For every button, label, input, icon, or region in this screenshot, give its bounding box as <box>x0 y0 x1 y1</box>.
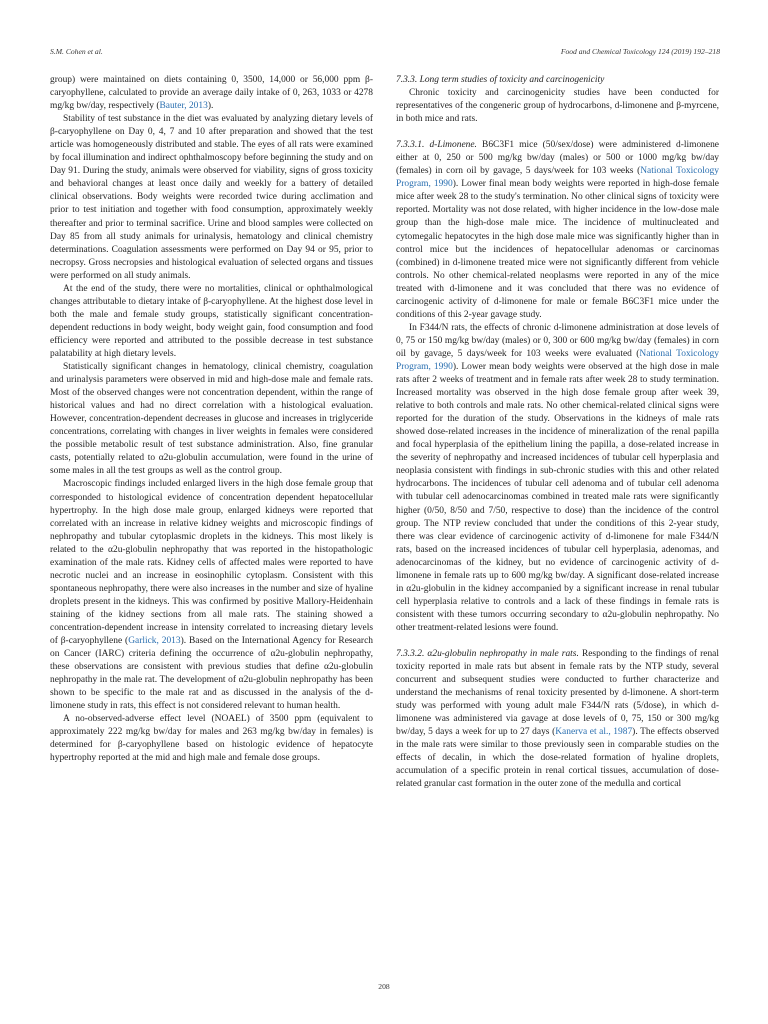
subsection-heading-d-limonene: 7.3.3.1. d-Limonene. <box>396 140 477 151</box>
paragraph-limonene-rats: In F344/N rats, the effects of chronic d-limonene administration at dose levels of 0, 75 or 150 mg/kg bw/day (males) or 0, 300 or 600 mg/kg bw/day (females) in corn oil by gavage, 5 days/week for 103 weeks were evaluated (National Toxicology Program, 1990). Lower mean body weights were observed at the high dose in male rats after 2 weeks of treatment and in female rats after week 28 to study termination. Increased mortality was observed in the high dose female group after week 39, relative to both controls and male rats. No other chemical-related clinical signs were reported for the duration of the study. Observations in the kidneys of male rats showed dose-related increases in the incidence of mineralization of the renal papilla and focal hyperplasia of the epithelium lining the papilla, a dose-related increase in the severity of nephropathy and increased incidences of tubular cell hyperplasia and neoplasia consistent with findings in sub-chronic studies with this and other related hydrocarbons. The incidences of tubular cell adenoma and of tubular cell adenoma with tubular cell adenocarcinomas combined in treated male rats were significantly higher (0/50, 8/50 and 7/50, respective to dose) than the incidence of the control group. The NTP review concluded that under the conditions of this 2-year study, there was clear evidence of carcinogenic activity of d-limonene for male F344/N rats, based on the increased incidences of tubular cell hyperplasia, adenomas, and adenocarcinomas of the kidney, but no evidence of carcinogenic activity of d-limonene in female rats up to 600 mg/kg bw/day. A significant dose-related increase in α2u-globulin in the kidney accompanied by a significant increase in renal tubular cell hyperplasia relative to controls and a lack of these findings in female rats is consistent with these tumors occurring secondary to α2u-globulin nephropathy. No other treatment-related lesions were found. <box>396 322 719 633</box>
spacer <box>396 635 719 648</box>
paragraph-limonene-mice: 7.3.3.1. d-Limonene. B6C3F1 mice (50/sex/dose) were administered d-limonene either at 0, 250 or 500 mg/kg bw/day (males) or 500 or 1000 mg/kg bw/day (females) in corn oil by gavage, 5 days/week for 103 weeks (National Toxicology Program, 1990). Lower final mean body weights were reported in high-dose female mice after week 28 to the study's termination. No other clinical signs of toxicity were reported. Mortality was not dose related, with higher incidence in the low-dose male group than the high-dose male mice. The incidence of multinucleated and cytomegalic hepatocytes in the high dose male mice was significantly higher than in control mice but the incidences of hepatocellular adenomas or carcinomas (combined) in d-limonene treated mice were not significantly different from vehicle controls. No other chemical-related neoplasms were reported in any of the mice treated with d-limonene and it was concluded that there was no evidence of carcinogenic activity of d-limonene for male or female B6C3F1 mice under the conditions of this 2-year gavage study. <box>396 140 719 320</box>
paragraph-hematology: Statistically significant changes in hematology, clinical chemistry, coagulation and urinalysis parameters were observed in mid and high-dose male and female rats. Most of the observed changes were not concentration dependent, within the range of historical values and had no direct correlation with a histological evaluation. However, concentration-dependent decreases in glucose and increases in triglyceride concentrations, correlating with changes in liver weights in females were considered the possible metabolic result of test substance administration. Also, fine granular casts, potentially related to α2u-globulin accumulation, were found in the urine of some males in all the test groups as well as the control group. <box>50 362 373 477</box>
left-column <box>50 74 373 765</box>
citation-ntp-1990-a[interactable]: National Toxicology Program, 1990 <box>396 166 719 190</box>
subsection-heading-a2u-nephropathy: 7.3.3.2. α2u-globulin nephropathy in male rats. <box>396 648 579 659</box>
paragraph-intro: Chronic toxicity and carcinogenicity studies have been conducted for representatives of the congeneric group of hydrocarbons, d-limonene and β-myrcene, in both mice and rats. <box>396 88 719 125</box>
spacer <box>396 126 719 139</box>
page-number: 208 <box>378 982 390 991</box>
citation-bauter-2013[interactable]: Bauter, 2013 <box>159 101 208 112</box>
citation-ntp-1990-b[interactable]: National Toxicology Program, 1990 <box>396 348 719 372</box>
section-heading-long-term-studies: 7.3.3. Long term studies of toxicity and carcinogenicity <box>396 75 605 85</box>
citation-kanerva-1987[interactable]: Kanerva et al., 1987 <box>555 727 633 738</box>
running-head-authors: S.M. Cohen et al. <box>50 47 103 56</box>
citation-garlick-2013[interactable]: Garlick, 2013 <box>128 636 181 647</box>
paragraph-noael: A no-observed-adverse effect level (NOAEL) of 3500 ppm (equivalent to approximately 222 mg/kg bw/day for males and 263 mg/kg bw/day in females) is determined for β-caryophyllene based on histologic evidence of hepatocyte hypertrophy reported at the mid and high male and female dose groups. <box>50 714 373 764</box>
paragraph-diet-levels: group) were maintained on diets containing 0, 3500, 14,000 or 56,000 ppm β-caryophyllene, calculated to provide an average daily intake of 0, 263, 1033 or 4278 mg/kg bw/day, respectively (Bauter, 2013). <box>50 75 373 112</box>
paragraph-macroscopic-findings: Macroscopic findings included enlarged livers in the high dose female group that corresponded to histological evidence of concentration dependent hepatocellular hypertrophy. In the high dose male group, enlarged kidneys were reported that correlated with an increase in relative kidney weights and microscopic findings of nephropathy and tubular cytoplasmic droplets in the kidneys. This most likely is related to the α2u-globulin nephropathy that was reported in the histopathologic examination of the male rats. Kidney cells of affected males were reported to have necrotic nuclei and an increase in eosinophilic cytoplasm. Consistent with this spontaneous nephropathy, there were also increases in the number and size of hyaline droplets present in the kidneys. This was confirmed by positive Mallory-Heidenhain staining of the kidney sections from all male rats. The staining showed a concentration-dependent increase in intensity correlated to increasing dietary levels of β-caryophyllene (Garlick, 2013). Based on the International Agency for Research on Cancer (IARC) criteria defining the occurrence of α2u-globulin nephropathy, these observations are consistent with previous studies that define α2u-globulin nephropathy in the male rat. The development of α2u-globulin nephropathy has been shown to be specific to the male rat and as discussed in the analysis of the d-limonene study in rats, this effect is not considered relevant to human health. <box>50 479 373 712</box>
running-head-journal: Food and Chemical Toxicology 124 (2019) 192–218 <box>560 47 720 56</box>
right-column <box>396 74 719 791</box>
paragraph-stability: Stability of test substance in the diet was evaluated by analyzing dietary levels of β-caryophyllene on Day 0, 4, 7 and 10 after preparation and showed that the test article was homogeneously distributed and stable. The eyes of all rats were examined by focal illumination and indirect ophthalmoscopy before beginning the study and on Day 91. During the study, animals were observed for viability, signs of gross toxicity and behavioral changes at least once daily and weekly for a battery of detailed clinical observations. Body weights were recorded twice during acclimation and prior to test initiation and together with food consumption, approximately weekly thereafter and prior to terminal sacrifice. Urine and blood samples were collected on Day 85 from all study animals for urinalysis, hematology and clinical chemistry determinations. Coagulation assessments were performed on Day 94 or 95, prior to necropsy. Gross necropsies and histological evaluation of selected organs and tissues were performed on all study animals. <box>50 114 373 281</box>
paragraph-end-of-study: At the end of the study, there were no mortalities, clinical or ophthalmological changes attributable to dietary intake of β-caryophyllene. At the highest dose level in both the male and female study groups, statistically significant concentration-dependent reductions in body weight, body weight gain, food consumption and food efficiency were reported and attributed to the possible decrease in test substance palatability at high dietary levels. <box>50 283 373 359</box>
paragraph-a2u-nephropathy: 7.3.3.2. α2u-globulin nephropathy in male rats. Responding to the findings of renal toxicity reported in male rats but absent in female rats by the NTP study, several concurrent and subsequent studies were conducted to further characterize and understand the mechanisms of renal toxicity presented by d-limonene. A short-term study was performed with young adult male F344/N rats (5/dose), in which d-limonene was administered via gavage at dose levels of 0, 75, 150 or 300 mg/kg bw/day, 5 days a week for up to 27 days (Kanerva et al., 1987). The effects observed in the male rats were similar to those previously seen in comparable studies on the effects of decalin, in which the dose-related formation of hyaline droplets, accumulation of a specific protein in renal cortical tissues, accumulation of dose-related granular cast formation in the outer zone of the medulla and cortical <box>396 648 719 790</box>
